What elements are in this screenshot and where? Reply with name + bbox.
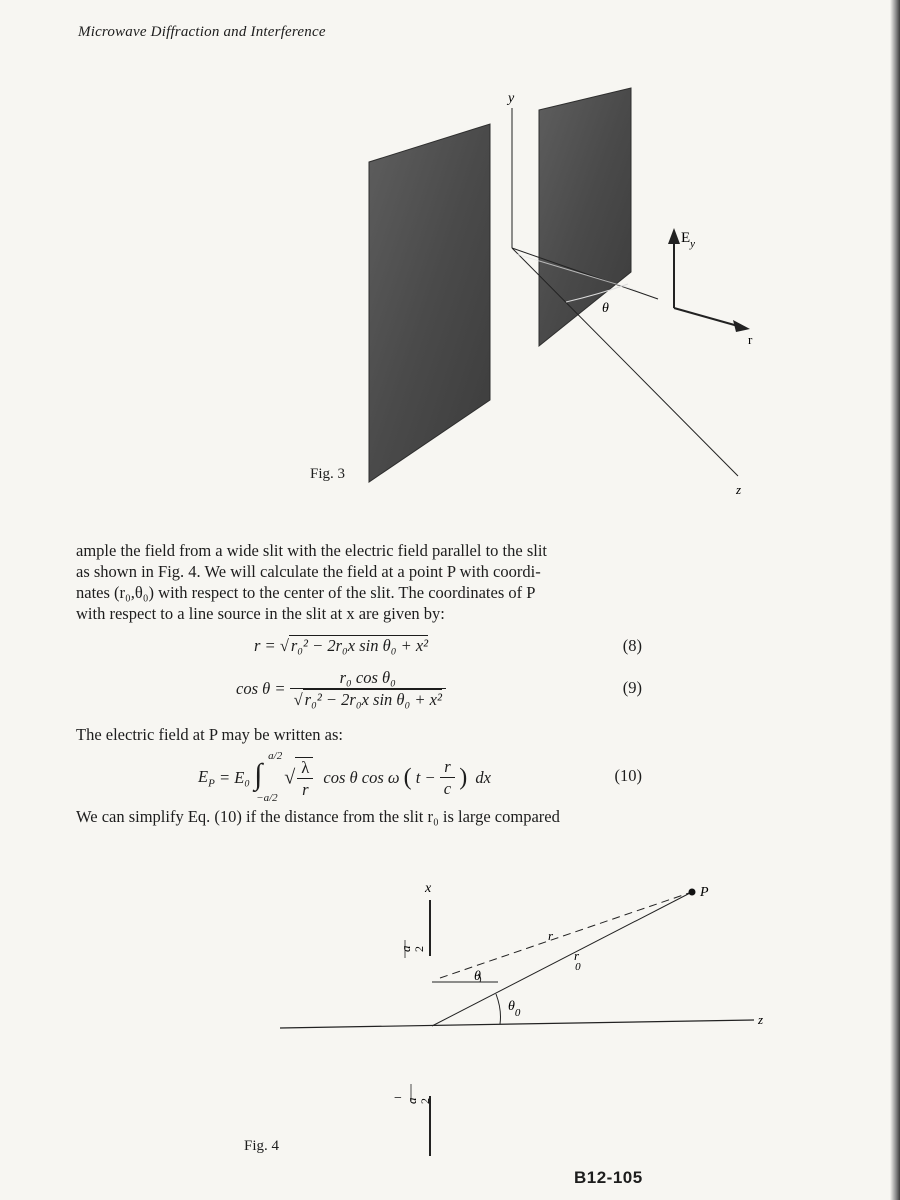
eq10-lower-limit: −a/2: [256, 792, 278, 804]
figure-3: [0, 80, 900, 510]
theta0-label-main: θ: [508, 999, 515, 1014]
paragraph-1-line-3: nates (r₀,θ₀) with respect to the center of the slit. The coordinates of P: [76, 583, 536, 602]
equation-8: [76, 634, 642, 660]
eq10-upper-limit: a/2: [268, 750, 283, 762]
y-axis-label: y: [508, 91, 515, 106]
eq10-middle: cos θ cos ω: [323, 768, 400, 787]
half-a-upper-num: a: [398, 945, 413, 952]
paragraph-1-line-4: with respect to a line source in the slit at x are given by:: [76, 604, 445, 623]
equation-9: [76, 666, 642, 714]
eq9-lhs: cos θ =: [236, 679, 286, 698]
right-plate: [539, 88, 631, 346]
eq9-number: (9): [622, 678, 642, 697]
field-label: [681, 230, 695, 250]
eq9-numerator: r₀ cos θ₀: [339, 668, 396, 687]
angle-label: θ: [602, 301, 609, 316]
z-axis-label: z: [758, 1012, 764, 1027]
r-dashed-line: [440, 892, 692, 978]
eq8-number: (8): [622, 636, 642, 655]
half-a-lower: [404, 1097, 432, 1104]
field-label-sub: y: [690, 238, 696, 250]
half-a-upper: [398, 945, 426, 952]
eq10-paren-t: t −: [415, 768, 436, 787]
figure-4-drawing: [0, 870, 900, 1170]
r0-label-main: r: [574, 948, 580, 963]
point-label: P: [700, 885, 709, 900]
page-number: B12-105: [574, 1168, 643, 1187]
eq10-close-paren: ): [459, 764, 468, 791]
eq10-open-paren: (: [403, 764, 412, 791]
paragraph-3: We can simplify Eq. (10) if the distance from the slit r₀ is large compared: [76, 807, 560, 826]
eq9-radical-sign: √: [293, 690, 303, 709]
eq10-equals: = E₀: [218, 768, 251, 787]
figure-4: [0, 870, 900, 1170]
paragraph-1: [76, 540, 642, 624]
half-a-lower-num: a: [404, 1097, 419, 1104]
minus-sign: −: [394, 1091, 402, 1106]
eq10-radical-sign: √: [284, 766, 296, 789]
theta-label: θ: [474, 969, 481, 984]
eq10-lhs: E: [198, 766, 209, 786]
field-label-main: E: [681, 230, 691, 246]
r0-line: [432, 892, 692, 1026]
half-a-upper-den: 2: [412, 946, 426, 952]
eq10-number: (10): [614, 766, 642, 785]
theta0-label-sub: 0: [514, 1007, 521, 1019]
eq10-lhs-sub: P: [208, 777, 215, 790]
eq9-denominator: r₀² − 2r₀x sin θ₀ + x²: [304, 690, 442, 709]
eq10-dx: dx: [475, 768, 491, 787]
r0-label-sub: 0: [575, 961, 581, 973]
left-plate: [369, 124, 490, 482]
r-arrow: [674, 308, 738, 326]
running-header: Microwave Diffraction and Interference: [78, 24, 326, 40]
r0-label: [574, 948, 581, 973]
figure-3-drawing: [0, 80, 900, 510]
eq8-lhs: r =: [254, 636, 276, 655]
paragraph-1-line-2: as shown in Fig. 4. We will calculate the field at a point P with coordi-: [76, 562, 541, 581]
eq10-sqrt-num: λ: [301, 757, 310, 777]
paragraph-2: The electric field at P may be written as:: [76, 725, 343, 744]
z-axis-label: z: [736, 482, 742, 497]
eq10-frac-den: c: [440, 777, 455, 799]
radial-label: r: [748, 332, 753, 347]
point-p: [689, 889, 696, 896]
eq10-frac-num: r: [444, 757, 451, 776]
theta0-arc: [496, 994, 501, 1024]
half-a-lower-den: 2: [418, 1098, 432, 1104]
eq10-sqrt-den: r: [297, 778, 313, 800]
z-axis-line: [280, 1020, 754, 1028]
integral-sign: ∫: [254, 758, 263, 791]
equation-10: [76, 748, 642, 804]
z-axis-line: [512, 248, 738, 476]
theta0-label: [508, 999, 521, 1019]
x-axis-label: x: [425, 881, 432, 896]
figure-3-caption: Fig. 3: [310, 466, 346, 482]
eq8-radical-sign: √: [279, 636, 289, 655]
eq8-radicand: r₀² − 2r₀x sin θ₀ + x²: [290, 636, 429, 655]
r-label: r: [548, 928, 554, 943]
figure-4-caption: Fig. 4: [244, 1138, 280, 1154]
paragraph-1-line-1: ample the field from a wide slit with the electric field parallel to the slit: [76, 541, 548, 560]
